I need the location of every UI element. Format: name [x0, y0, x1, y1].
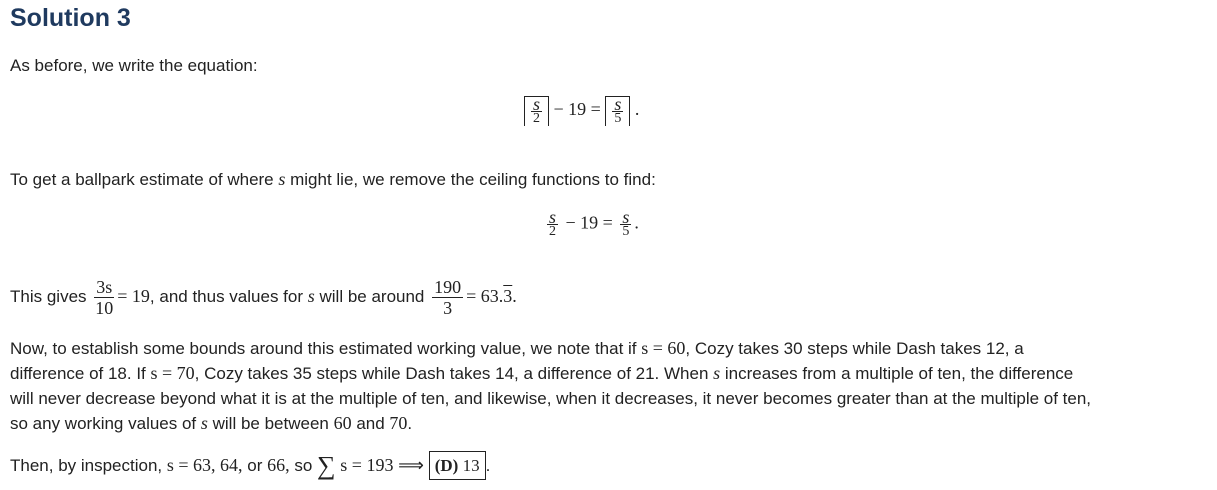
p5-b: or	[242, 456, 268, 475]
p4-l4m2: 70	[389, 413, 408, 433]
p4-l4c: and	[351, 414, 390, 433]
para2-a: To get a ballpark estimate of where	[10, 170, 279, 189]
ceil-frac1-num: s	[533, 94, 541, 114]
p4-l2c: increases from a multiple of ten, the difference	[720, 364, 1074, 383]
p4-l1m: s = 60	[641, 338, 686, 358]
var-s-2: s	[307, 286, 315, 306]
ceiling-right	[605, 96, 630, 126]
eq-19: = 19	[117, 286, 150, 306]
para3-c: will be around	[314, 287, 430, 306]
p5-m2: 66,	[267, 455, 290, 475]
ballpark-text	[10, 167, 656, 192]
frac-190-num: 190	[434, 277, 462, 298]
p5-m3: s = 193	[340, 455, 394, 475]
repeating-digit: 3	[503, 286, 513, 306]
sigma-symbol: ∑	[317, 451, 336, 480]
eq-63: = 63.	[466, 286, 504, 306]
p4-l1a: Now, to establish some bounds around this estimated working value, we note that if	[10, 339, 642, 358]
bounds-line-4	[10, 411, 412, 436]
eq2-frac2-num: s	[622, 207, 630, 227]
solution-heading: Solution 3	[10, 4, 131, 32]
ceil-frac1-den: 2	[533, 111, 540, 126]
implies-arrow: ⟹	[398, 455, 424, 475]
p5-c: so	[289, 456, 317, 475]
equation-no-ceiling	[544, 207, 639, 239]
ceil-frac2-den: 5	[614, 111, 622, 126]
answer-value: 13	[462, 456, 480, 475]
bounds-line-3: will never decrease beyond what it is at the multiple of ten, and likewise, when it decreases, it never becomes greater than at the multiple of ten,	[10, 389, 1092, 408]
para3-a: This gives	[10, 287, 92, 306]
p5-a: Then, by inspection,	[10, 456, 167, 475]
p4-l2m: s = 70	[150, 363, 195, 383]
p4-l2b: , Cozy takes 35 steps while Dash takes 14, a difference of 21. When	[194, 364, 714, 383]
eq2-frac1-den: 2	[549, 224, 556, 239]
intro-text: As before, we write the equation:	[10, 56, 258, 75]
para2-b: might lie, we remove the ceiling functions to find:	[285, 170, 656, 189]
final-answer-line	[10, 451, 490, 480]
p4-l4a: so any working values of	[10, 414, 201, 433]
p4-l4m1: 60	[333, 413, 352, 433]
p5-m1: s = 63, 64,	[166, 455, 243, 475]
frac-3s-den: 10	[95, 298, 114, 319]
answer-label: (D)	[434, 456, 459, 475]
eq2-period: .	[634, 212, 639, 233]
p4-l1b: , Cozy takes 30 steps while Dash takes 12, a	[685, 339, 1024, 358]
ceil-frac2-num: s	[614, 94, 622, 114]
eq2-frac1-num: s	[549, 207, 557, 227]
p4-l4d: .	[407, 414, 413, 433]
ceiling-left	[524, 96, 549, 126]
answer-box	[429, 451, 486, 480]
eq2-minus19: − 19 =	[565, 212, 613, 233]
p4-l4v: s	[200, 413, 208, 433]
p4-l2a: difference of 18. If	[10, 364, 151, 383]
equation-ceiling	[524, 96, 639, 126]
var-s: s	[278, 169, 286, 189]
para3-period: .	[512, 286, 517, 306]
frac-3s-num: 3s	[96, 277, 113, 298]
estimate-text	[10, 276, 517, 318]
p5-end: .	[485, 456, 491, 475]
para3-b: , and thus values for	[149, 287, 308, 306]
eq1-period: .	[634, 99, 640, 120]
p4-l2v: s	[713, 363, 721, 383]
bounds-line-1	[10, 336, 1024, 361]
bounds-line-2	[10, 361, 1073, 386]
eq1-minus19: − 19 =	[553, 99, 601, 120]
p4-l4b: will be between	[207, 414, 334, 433]
frac-190-den: 3	[443, 298, 453, 319]
eq2-frac2-den: 5	[622, 224, 630, 239]
